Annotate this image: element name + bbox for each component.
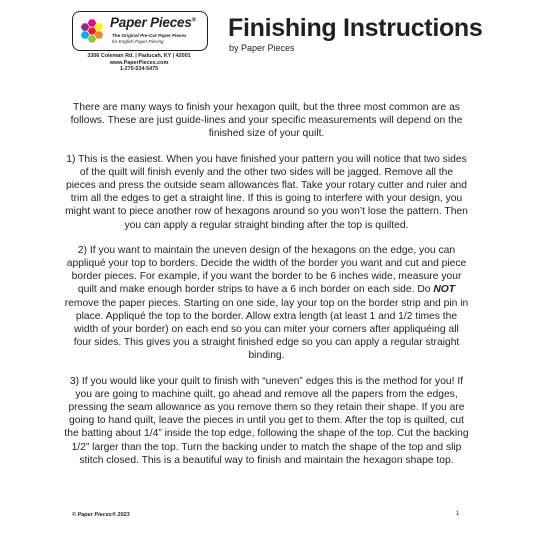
instructions-body: [64, 101, 469, 479]
intro-paragraph: There are many ways to finish your hexagon quilt, but the three most common are as follows. These are just guide-lines and your specific measurements will depend on the finished size of your quilt.: [70, 102, 463, 140]
hexagon-flower-icon: [78, 17, 106, 45]
logo-name: Paper Pieces®: [110, 15, 196, 30]
method-1-paragraph: 1) This is the easiest. When you have finished your pattern you will notice that two sides of the quilt will finish evenly and the other two sides will be jagged. Remove all the pieces and press the outside seam allowances flat. Take your rotary cutter and ruler and trim all the edges to get a straight line. If this is going to interfere with your design, you might want to piece another row of hexagons around so you won’t lose the pattern. Then you can apply a regular straight binding after the top is quilted.: [65, 153, 468, 231]
address-website: www.PaperPieces.com: [109, 59, 169, 66]
copyright-footer: © Paper Pieces® 2023: [72, 512, 130, 518]
logo-hexagon: [94, 23, 103, 31]
address-phone: 1-270-534-5475: [119, 66, 159, 72]
method-3-paragraph: 3) If you would like your quilt to finish with “uneven” edges this is the method for you! If you are going to machine quilt, go ahead and remove all the papers from the edges, pressing the seam allowance as you remove them so they retain their shape. If you are going to hand quilt, leave the pieces in until you get to them. After the top is quilted, cut the batting about 1/4” inside the top edge, following the shape of the top. Cut the backing 1/2” larger than the top. Turn the backing under to match the shape of the top and slip stitch closed. This is a beautiful way to finish and maintain the hexagon shape top.: [64, 375, 469, 466]
address-street: 3306 Coleman Rd. | Paducah, KY | 42001: [87, 53, 191, 59]
paper-pieces-logo: [72, 11, 208, 51]
page-title: Finishing Instructions: [228, 14, 483, 42]
logo-tagline-secondary: for English Paper Piecing: [112, 39, 164, 44]
page-number: 1: [456, 511, 460, 517]
emphasis-not: NOT: [433, 284, 456, 296]
page-subtitle: by Paper Pieces: [229, 43, 295, 53]
logo-hexagon: [81, 31, 90, 39]
logo-tagline: The Original Pre-Cut Paper Pieces: [112, 33, 187, 38]
company-address: [69, 53, 209, 73]
method-2-paragraph: 2) If you want to maintain the uneven design of the hexagons on the edge, you can appliqué your top to borders. Decide the width of the border you want and cut and piece border pieces. For example, if you want the border to be 6 inches wide, measure your quilt and make enough border strips to have a 6 inch border on each side. Do NOT remove the paper pieces. Starting on one side, lay your top on the border strip and pin in place. Appliqué the top to the border. Allow extra length (at least 1 and 1/2 times the width of your border) on each end so you can miter your corners after appliquéing all four sides. This gives you a straight finished edge so you can apply a regular straight binding.: [64, 244, 469, 362]
